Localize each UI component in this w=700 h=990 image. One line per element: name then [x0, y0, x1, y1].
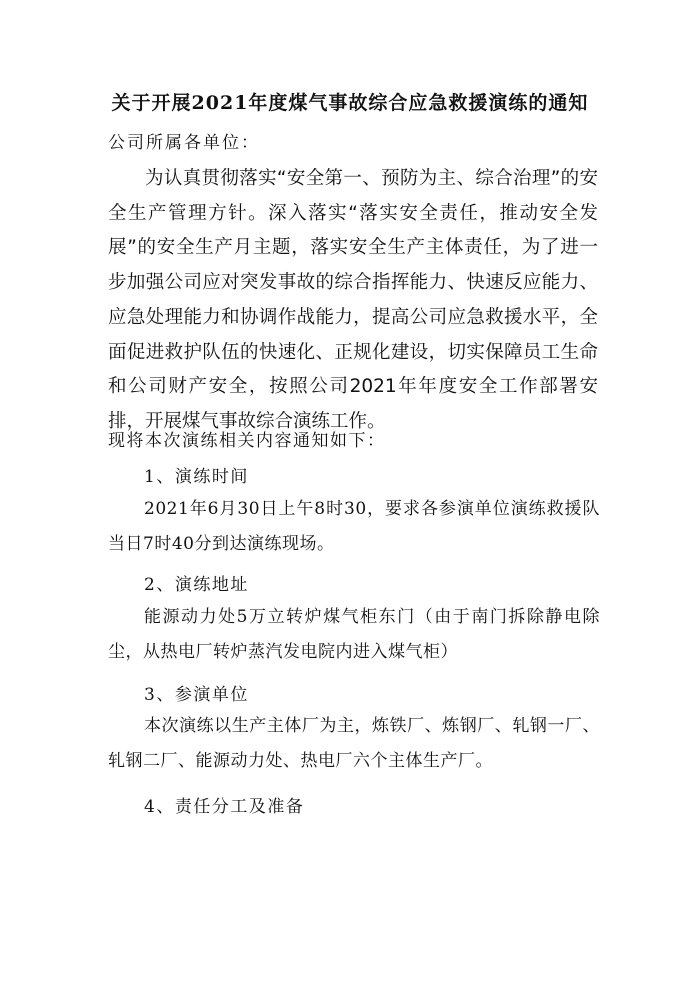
section-body-2: 能源动力处5万立转炉煤气柜东门（由于南门拆除静电除尘，从热电厂转炉蒸汽发电院内进入煤气柜） — [108, 607, 600, 662]
section-heading-2: 2、演练地址 — [144, 575, 249, 595]
intro-body: 贯彻落实“安全第一、预防为主、综合治理”的安全生产管理方针。深入落实“落实安全责任，推动安全发展”的安全生产月主题，落实安全生产主体责任，为了进一步加强公司应对突发事故的综合指挥能力、快速反应能力、应急处理能力和协调作战能力，提高公司应急救援水平，全面促进救护队伍的快速化、正规化建设，切实保障员工生命和公司财产安全，按照公司2021年年度安全工作部署安排，开展煤气事故综合演练工作。 — [108, 168, 598, 432]
document-title: 关于开展2021年度煤气事故综合应急救援演练的通知 — [111, 92, 589, 114]
section-heading-4: 4、责任分工及准备 — [144, 797, 305, 817]
section-heading-3: 3、参演单位 — [144, 685, 249, 705]
notice-line: 现将本次演练相关内容通知如下： — [108, 431, 386, 451]
intro-lead-in: 为认真 — [145, 168, 202, 189]
intro-paragraph — [108, 162, 598, 440]
salutation: 公司所属各单位： — [108, 133, 260, 153]
section-heading-1: 1、演练时间 — [144, 467, 249, 487]
section-body-3: 本次演练以生产主体厂为主，炼铁厂、炼钢厂、轧钢一厂、轧钢二厂、能源动力处、热电厂六个主体生产厂。 — [108, 716, 600, 771]
section-body-1: 2021年6月30日上午8时30，要求各参演单位演练救援队当日7时40分到达演练现场。 — [108, 499, 600, 554]
